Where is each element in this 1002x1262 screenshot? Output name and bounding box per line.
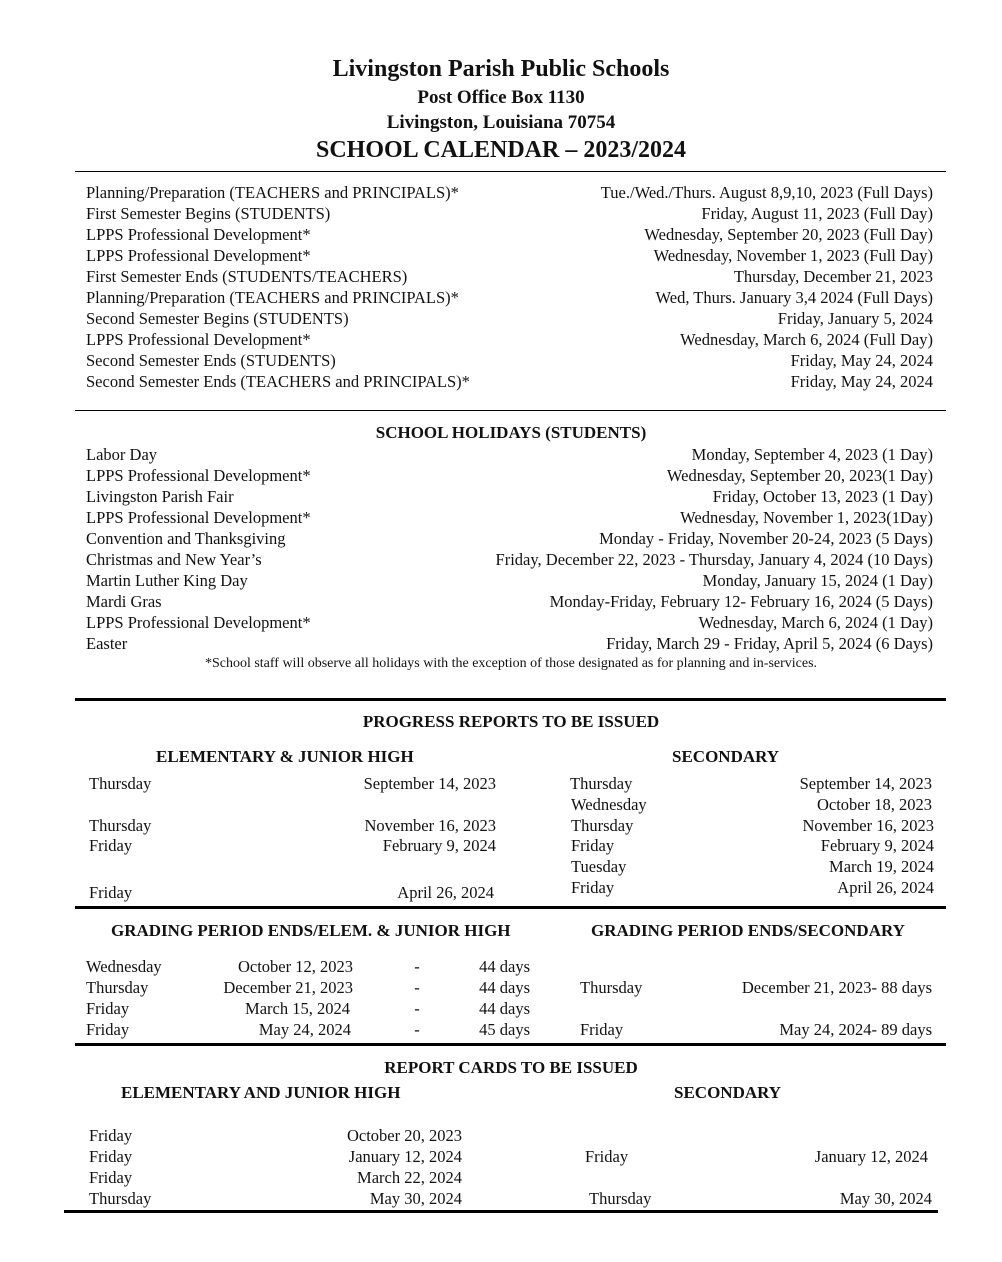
address-line-2: Livingston, Louisiana 70754 [386, 112, 616, 133]
calendar-row [86, 287, 933, 308]
report-elem-date: October 20, 2023 [346, 1126, 462, 1145]
holiday-row [86, 444, 933, 465]
divider [75, 906, 946, 909]
holiday-row [86, 549, 933, 570]
progress-sec-day: Tuesday [571, 857, 627, 876]
calendar-row [86, 203, 933, 224]
divider [75, 1043, 946, 1046]
calendar-row [86, 182, 933, 203]
holiday-label: Christmas and New Year’s [86, 550, 262, 569]
org-name: Livingston Parish Public Schools [332, 56, 670, 82]
progress-elem-day: Friday [89, 836, 133, 855]
holiday-row [86, 465, 933, 486]
progress-elem-date: February 9, 2024 [382, 836, 496, 855]
report-elem-date: May 30, 2024 [369, 1189, 462, 1208]
divider [75, 698, 946, 701]
calendar-row [86, 266, 933, 287]
grading-elem-date: December 21, 2023 [223, 978, 353, 997]
holiday-label: LPPS Professional Development* [86, 508, 311, 527]
progress-sec-day: Friday [571, 836, 615, 855]
progress-elem-day: Thursday [89, 774, 152, 793]
grading-elem-dash: - [414, 999, 420, 1018]
event-date: Friday, August 11, 2023 (Full Day) [701, 204, 933, 223]
progress-sec-date: November 16, 2023 [802, 816, 934, 835]
grading-elem-date: October 12, 2023 [237, 957, 353, 976]
progress-sec-day: Thursday [571, 816, 634, 835]
grading-elem-dash: - [414, 957, 420, 976]
grading-sec-day: Friday [580, 1020, 624, 1039]
event-label: First Semester Begins (STUDENTS) [86, 204, 331, 223]
event-label: First Semester Ends (STUDENTS/TEACHERS) [86, 267, 408, 286]
event-date: Friday, January 5, 2024 [777, 309, 933, 328]
holidays-title: SCHOOL HOLIDAYS (STUDENTS) [375, 423, 647, 442]
event-label: Second Semester Begins (STUDENTS) [86, 309, 349, 328]
report-sec-date: January 12, 2024 [814, 1147, 928, 1166]
calendar-row [86, 245, 933, 266]
holiday-date: Wednesday, September 20, 2023(1 Day) [666, 466, 933, 485]
holiday-label: LPPS Professional Development* [86, 466, 311, 485]
holiday-date: Friday, March 29 - Friday, April 5, 2024 (6 Days) [606, 634, 933, 653]
progress-elem-day: Friday [89, 883, 133, 902]
progress-title: PROGRESS REPORTS TO BE ISSUED [362, 712, 660, 731]
event-date: Thursday, December 21, 2023 [733, 267, 933, 286]
holiday-row [86, 612, 933, 633]
progress-sec-day: Thursday [570, 774, 633, 793]
event-date: Wed, Thurs. January 3,4 2024 (Full Days) [655, 288, 933, 307]
grading-sec-title: GRADING PERIOD ENDS/SECONDARY [591, 921, 905, 940]
event-date: Friday, May 24, 2024 [790, 351, 933, 370]
holiday-date: Friday, December 22, 2023 - Thursday, January 4, 2024 (10 Days) [495, 550, 933, 569]
grading-elem-dash: - [414, 978, 420, 997]
progress-elem-date: September 14, 2023 [363, 774, 496, 793]
report-elem-date: March 22, 2024 [357, 1168, 462, 1187]
event-label: LPPS Professional Development* [86, 225, 311, 244]
grading-elem-day: Friday [86, 999, 130, 1018]
holiday-label: Convention and Thanksgiving [86, 529, 286, 548]
holiday-date: Monday - Friday, November 20-24, 2023 (5 Days) [599, 529, 933, 548]
holiday-label: Easter [86, 634, 128, 653]
event-label: Planning/Preparation (TEACHERS and PRINCIPALS)* [86, 288, 459, 307]
grading-elem-dash: - [414, 1020, 420, 1039]
holiday-label: Livingston Parish Fair [86, 487, 234, 506]
grading-elem-days: 44 days [479, 957, 530, 976]
progress-sec-date: April 26, 2024 [837, 878, 934, 897]
grading-elem-title: GRADING PERIOD ENDS/ELEM. & JUNIOR HIGH [111, 921, 511, 940]
progress-sec-date: September 14, 2023 [799, 774, 932, 793]
calendar-row [86, 329, 933, 350]
event-label: LPPS Professional Development* [86, 330, 311, 349]
holiday-date: Wednesday, March 6, 2024 (1 Day) [698, 613, 933, 632]
grading-elem-days: 44 days [479, 978, 530, 997]
report-cards-elem-title: ELEMENTARY AND JUNIOR HIGH [121, 1083, 401, 1102]
report-cards-sec-title: SECONDARY [674, 1083, 782, 1102]
holiday-date: Monday-Friday, February 12- February 16, 2024 (5 Days) [549, 592, 933, 611]
divider [75, 171, 946, 172]
holiday-date: Monday, January 15, 2024 (1 Day) [702, 571, 933, 590]
calendar-row [86, 224, 933, 245]
page-title: SCHOOL CALENDAR – 2023/2024 [315, 137, 687, 163]
address-line-1: Post Office Box 1130 [417, 87, 585, 108]
progress-elem-title: ELEMENTARY & JUNIOR HIGH [156, 747, 414, 766]
event-date: Wednesday, March 6, 2024 (Full Day) [680, 330, 933, 349]
holiday-row [86, 528, 933, 549]
report-elem-date: January 12, 2024 [348, 1147, 462, 1166]
holidays-note: *School staff will observe all holidays with the exception of those designated as for planning and in-services. [204, 656, 818, 671]
holiday-date: Wednesday, November 1, 2023(1Day) [680, 508, 933, 527]
report-elem-day: Friday [89, 1147, 133, 1166]
grading-elem-date: March 15, 2024 [245, 999, 350, 1018]
grading-elem-days: 44 days [479, 999, 530, 1018]
progress-sec-date: February 9, 2024 [820, 836, 934, 855]
calendar-row [86, 350, 933, 371]
progress-elem-date: November 16, 2023 [364, 816, 496, 835]
holiday-row [86, 507, 933, 528]
holiday-row [86, 591, 933, 612]
calendar-row [86, 371, 933, 392]
event-label: Second Semester Ends (TEACHERS and PRINCIPALS)* [86, 372, 470, 391]
event-date: Wednesday, November 1, 2023 (Full Day) [653, 246, 933, 265]
grading-elem-date: May 24, 2024 [258, 1020, 351, 1039]
progress-elem-day: Thursday [89, 816, 152, 835]
report-elem-day: Friday [89, 1126, 133, 1145]
grading-elem-day: Wednesday [86, 957, 162, 976]
holiday-row [86, 633, 933, 654]
grading-sec-day: Thursday [580, 978, 643, 997]
report-elem-day: Thursday [89, 1189, 152, 1208]
progress-sec-day: Friday [571, 878, 615, 897]
report-sec-date: May 30, 2024 [839, 1189, 932, 1208]
progress-sec-day: Wednesday [571, 795, 647, 814]
event-label: Second Semester Ends (STUDENTS) [86, 351, 336, 370]
holiday-row [86, 486, 933, 507]
event-date: Tue./Wed./Thurs. August 8,9,10, 2023 (Full Days) [600, 183, 933, 202]
report-sec-day: Friday [585, 1147, 629, 1166]
progress-sec-date: March 19, 2024 [829, 857, 934, 876]
progress-sec-title: SECONDARY [672, 747, 780, 766]
grading-elem-day: Friday [86, 1020, 130, 1039]
divider [75, 410, 946, 411]
grading-sec-date: December 21, 2023- 88 days [741, 978, 932, 997]
holiday-row [86, 570, 933, 591]
event-date: Wednesday, September 20, 2023 (Full Day) [644, 225, 933, 244]
grading-elem-days: 45 days [479, 1020, 530, 1039]
holiday-date: Monday, September 4, 2023 (1 Day) [691, 445, 933, 464]
holiday-label: LPPS Professional Development* [86, 613, 311, 632]
event-date: Friday, May 24, 2024 [790, 372, 933, 391]
divider [64, 1210, 938, 1213]
report-cards-title: REPORT CARDS TO BE ISSUED [384, 1058, 638, 1077]
grading-elem-day: Thursday [86, 978, 149, 997]
grading-sec-date: May 24, 2024- 89 days [779, 1020, 932, 1039]
report-elem-day: Friday [89, 1168, 133, 1187]
progress-elem-date: April 26, 2024 [397, 883, 494, 902]
event-label: LPPS Professional Development* [86, 246, 311, 265]
holiday-label: Labor Day [86, 445, 158, 464]
holiday-label: Mardi Gras [86, 592, 162, 611]
report-sec-day: Thursday [589, 1189, 652, 1208]
event-label: Planning/Preparation (TEACHERS and PRINCIPALS)* [86, 183, 459, 202]
progress-sec-date: October 18, 2023 [816, 795, 932, 814]
calendar-row [86, 308, 933, 329]
holiday-label: Martin Luther King Day [86, 571, 248, 590]
holiday-date: Friday, October 13, 2023 (1 Day) [712, 487, 933, 506]
